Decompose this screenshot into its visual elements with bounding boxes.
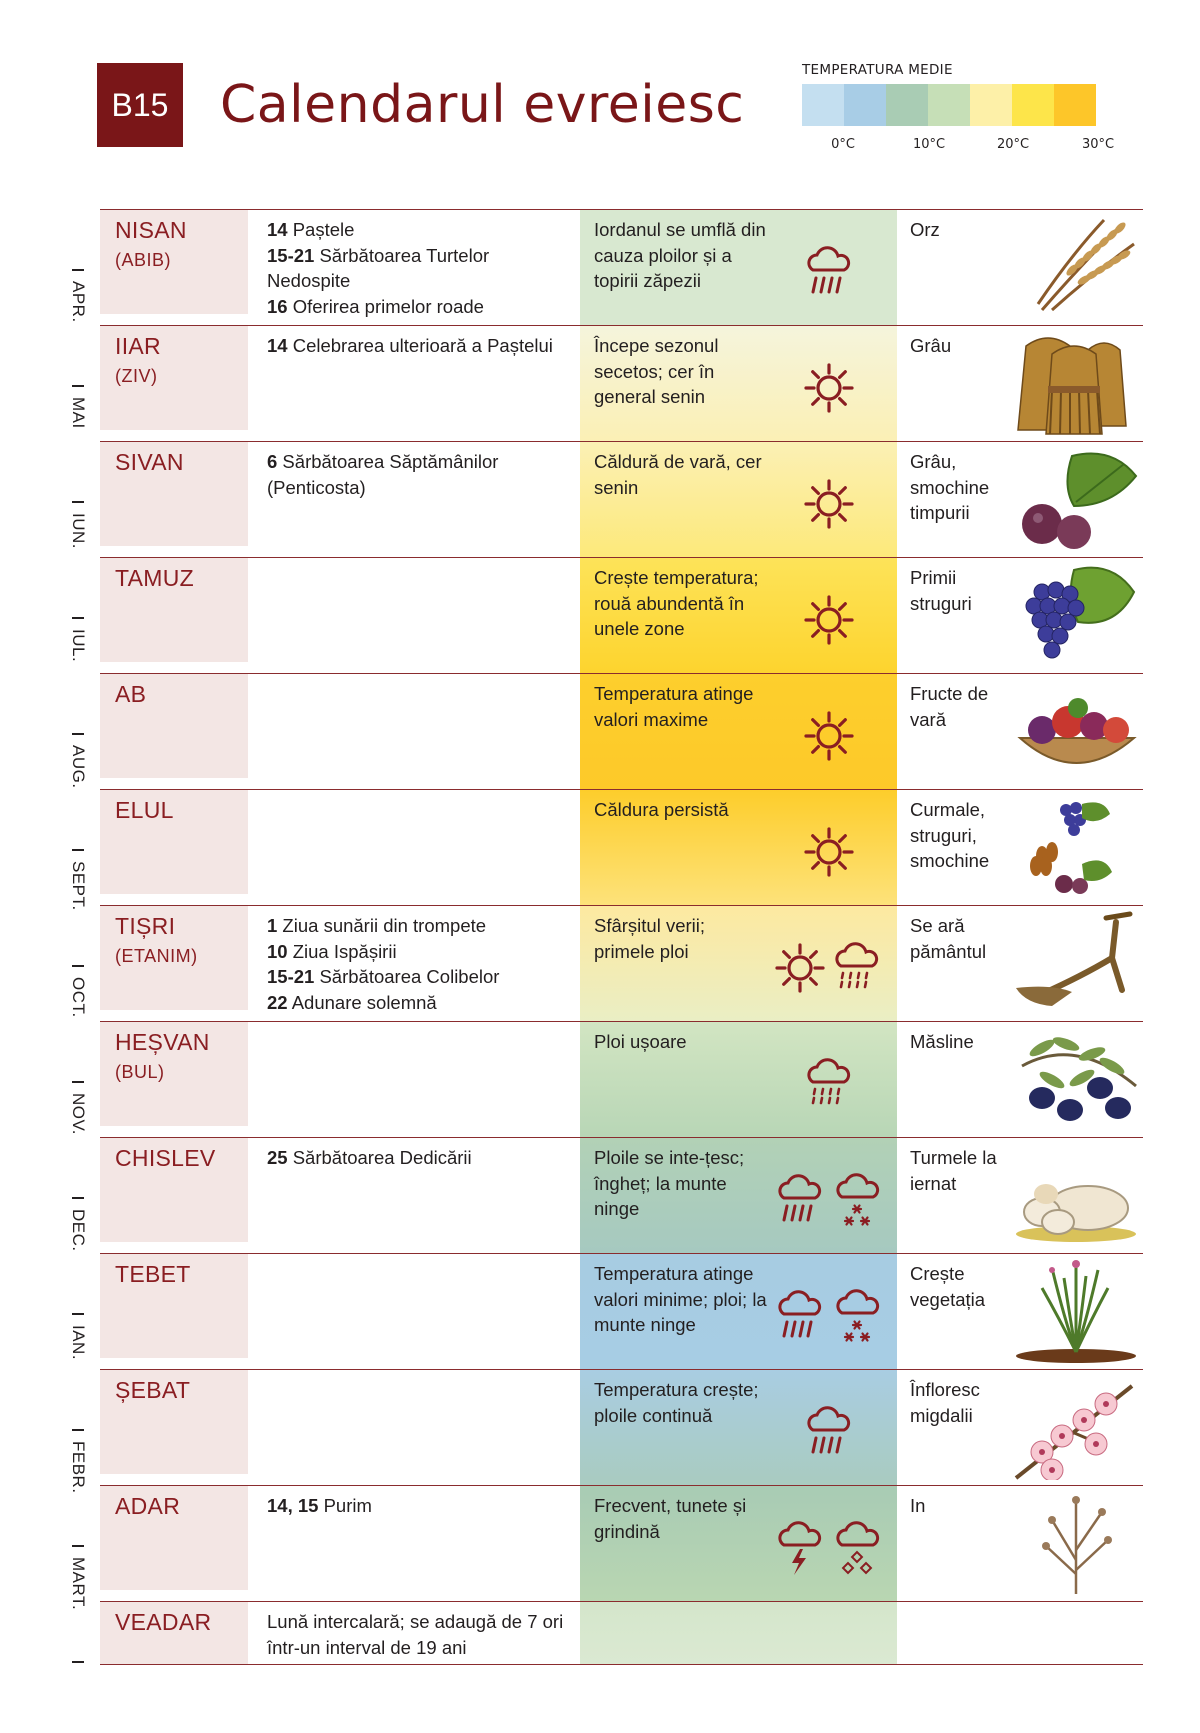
legend-tick: 20°C [996,137,1030,152]
barley-icon [1012,214,1140,320]
produce-label: Orz [910,219,940,240]
month-row [100,325,1143,441]
almond-blossom-icon [1012,1374,1140,1480]
drizzle-cloud-icon [803,1056,855,1112]
weather-icons [760,804,897,900]
event-day: 14 [267,219,288,240]
weather-icons [760,1384,897,1480]
weather-icons [760,920,897,1016]
sidebar-month-label: IUN. [69,513,88,549]
events-list [267,1145,577,1171]
month-name: ELUL [115,797,174,823]
sidebar-month-label: SEPT. [69,861,88,911]
event-text: Ziua sunării din trompete [277,915,487,936]
month-cell [100,1602,248,1664]
weather-icons [760,340,897,436]
month-cell [100,442,248,546]
event-item [267,217,577,243]
figs-icon [1012,446,1140,552]
legend-swatch [970,84,1012,126]
snow-cloud-icon [832,1171,884,1229]
event-text: Sărbătoarea Săptămânilor (Penticosta) [267,451,499,498]
produce-label: Măsline [910,1031,974,1052]
sun-icon [804,479,854,529]
month-name: ADAR [115,1493,181,1519]
month-row [100,441,1143,557]
event-item [267,964,577,990]
sidebar-tick [72,1197,84,1199]
event-text: Paștele [287,219,355,240]
event-text: Adunare solemnă [287,991,437,1013]
legend-swatch [802,84,844,126]
climate-description: Căldură de vară, cer senin [594,451,762,498]
month-name: NISAN [115,217,187,243]
hail-cloud-icon [832,1519,884,1577]
event-day: 16 [267,295,288,317]
produce-label: In [910,1495,926,1516]
sun-icon [804,595,854,645]
rain-cloud-icon [803,244,855,300]
climate-description: Temperatura atinge valori minime; ploi; la munte ninge [594,1263,767,1335]
month-name: ȘEBAT [115,1377,191,1403]
snow-cloud-icon [832,1287,884,1345]
grapes-icon [1012,562,1140,668]
climate-description: Ploile se inte-țesc; îngheț; la munte ninge [594,1147,745,1219]
sidebar-tick [72,733,84,735]
events-list [267,449,577,500]
sidebar-tick [72,617,84,619]
dates-grapes-figs-icon [1012,794,1140,900]
month-cell [100,326,248,430]
sidebar-month-label: IUL. [69,629,88,663]
event-text: Sărbătoarea Colibelor [314,966,500,987]
event-text: Sărbătoarea Dedicării [287,1147,472,1168]
month-row [100,1021,1143,1137]
month-row [100,209,1143,325]
legend-swatch [1054,84,1096,126]
produce-label: Fructe de vară [910,683,989,730]
climate-description: Temperatura atinge valori maxime [594,683,754,730]
event-day: 14, 15 [267,1495,319,1516]
event-day: 1 [267,915,278,936]
month-alt-name: (BUL) [115,1062,165,1082]
event-item [267,913,577,939]
produce-label: Primii struguri [910,567,972,614]
month-name: AB [115,681,147,707]
month-cell [100,1254,248,1358]
month-row [100,789,1143,905]
events-list [267,1609,577,1660]
events-list [267,913,577,1015]
month-row [100,1137,1143,1253]
sidebar-tick [72,1661,84,1663]
climate-description: Căldura persistă [594,799,729,820]
sun-icon [775,943,825,993]
weather-icons [760,224,897,320]
sidebar-tick [72,1429,84,1431]
sidebar-month-label: MART. [69,1557,88,1611]
month-name: HEȘVAN [115,1029,210,1055]
month-row [100,557,1143,673]
event-day: 10 [267,940,288,962]
produce-label: Turmele la iernat [910,1147,997,1194]
rain-cloud-icon [774,1288,826,1344]
month-cell [100,558,248,662]
drizzle-cloud-icon [831,940,883,996]
event-day: 15-21 [267,966,315,987]
climate-description: Sfârșitul verii; primele ploi [594,915,706,962]
event-day: 25 [267,1147,288,1168]
event-text: Purim [318,1495,372,1516]
month-cell [100,1486,248,1590]
month-row [100,1485,1143,1601]
month-name: VEADAR [115,1609,212,1635]
legend-tick: 30°C [1081,137,1115,152]
sidebar-month-label: FEBR. [69,1441,88,1494]
event-text: Celebrarea ulterioară a Paștelui [287,335,553,356]
month-name: IIAR [115,333,161,359]
olives-icon [1012,1026,1140,1132]
produce-label: Se ară pământul [910,915,987,962]
legend-tick: 10°C [912,137,946,152]
thunder-cloud-icon [774,1519,826,1577]
month-name: TIȘRI [115,913,176,939]
plough-icon [1012,910,1140,1016]
weather-icons [760,456,897,552]
rain-cloud-icon [774,1172,826,1228]
event-item [267,990,577,1016]
month-cell [100,210,248,314]
produce-label: Grâu [910,335,952,356]
event-item [267,1609,577,1660]
flax-icon [1012,1490,1140,1596]
month-row [100,1253,1143,1369]
event-item [267,1145,577,1171]
produce-label: Curmale, struguri, smochine [910,799,990,871]
sidebar-tick [72,965,84,967]
sidebar-tick [72,1081,84,1083]
month-alt-name: (ZIV) [115,366,158,386]
produce-label: Înfloresc migdalii [910,1379,980,1426]
event-text: Lună intercalară; se adaugă de 7 ori într-un interval de 19 ani [267,1611,564,1658]
legend-swatch [928,84,970,126]
event-item [267,939,577,965]
weather-icons [760,1500,897,1596]
month-row [100,1601,1143,1665]
sidebar-tick [72,501,84,503]
sidebar-month-label: APR. [69,281,88,323]
sun-icon [804,827,854,877]
month-cell [100,790,248,894]
month-row [100,1369,1143,1485]
gregorian-month-sidebar [60,209,96,1669]
sun-icon [804,363,854,413]
month-cell [100,1138,248,1242]
climate-description: Frecvent, tunete și grindină [594,1495,747,1542]
weather-icons [760,688,897,784]
event-item [267,294,577,320]
event-item [267,243,577,294]
weather-icons [760,1268,897,1364]
event-text: Sărbătoarea Turtelor Nedospite [267,244,490,291]
weather-icons [760,1152,897,1248]
month-name: TEBET [115,1261,191,1287]
climate-description: Temperatura crește; ploile continuă [594,1379,759,1426]
event-text: Oferirea primelor roade [287,295,484,317]
legend-swatch [1012,84,1054,126]
event-item [267,1493,577,1519]
sidebar-tick [72,385,84,387]
climate-description: Iordanul se umflă din cauza ploilor și a topirii zăpezii [594,219,766,291]
sidebar-tick [72,1545,84,1547]
event-day: 6 [267,451,278,472]
month-cell [100,1022,248,1126]
month-name: TAMUZ [115,565,195,591]
sidebar-tick [72,269,84,271]
section-badge: B15 [97,63,183,147]
sidebar-tick [72,1313,84,1315]
month-name: SIVAN [115,449,184,475]
event-item [267,449,577,500]
month-row [100,673,1143,789]
legend-swatch [844,84,886,126]
sidebar-month-label: NOV. [69,1093,88,1136]
month-row [100,905,1143,1021]
sidebar-month-label: AUG. [69,745,88,789]
month-alt-name: (ETANIM) [115,946,198,966]
sun-icon [804,711,854,761]
produce-label: Crește vegetația [910,1263,986,1310]
legend-swatch [886,84,928,126]
event-item [267,333,577,359]
month-name: CHISLEV [115,1145,216,1171]
climate-background [580,1602,897,1664]
event-day: 14 [267,335,288,356]
events-list [267,217,577,319]
sidebar-month-label: MAI [69,397,88,429]
legend-tick: 0°C [831,137,855,152]
sprouts-icon [1012,1258,1140,1364]
sidebar-month-label: IAN. [69,1325,88,1361]
sidebar-tick [72,849,84,851]
legend-title: TEMPERATURA MEDIE [802,62,953,78]
events-list [267,333,577,359]
page-title: Calendarul evreiesc [220,75,745,135]
month-cell [100,1370,248,1474]
temperature-legend [802,84,1096,126]
fruit-basket-icon [1012,678,1140,784]
climate-description: Ploi ușoare [594,1031,687,1052]
month-cell [100,906,248,1010]
month-cell [100,674,248,778]
sidebar-month-label: OCT. [69,977,88,1018]
rain-cloud-icon [803,1404,855,1460]
sheep-icon [1012,1142,1140,1248]
weather-icons [760,1036,897,1132]
climate-description: Crește temperatura; rouă abundentă în unele zone [594,567,759,639]
wheat-sheaves-icon [1012,330,1140,436]
month-alt-name: (ABIB) [115,250,172,270]
event-text: Ziua Ispășirii [287,940,397,962]
weather-icons [760,572,897,668]
event-day: 15-21 [267,244,315,266]
events-list [267,1493,577,1519]
produce-label: Grâu, smochine timpurii [910,451,990,523]
climate-description: Începe sezonul secetos; cer în general senin [594,335,719,407]
sidebar-month-label: DEC. [69,1209,88,1252]
event-day: 22 [267,991,288,1013]
